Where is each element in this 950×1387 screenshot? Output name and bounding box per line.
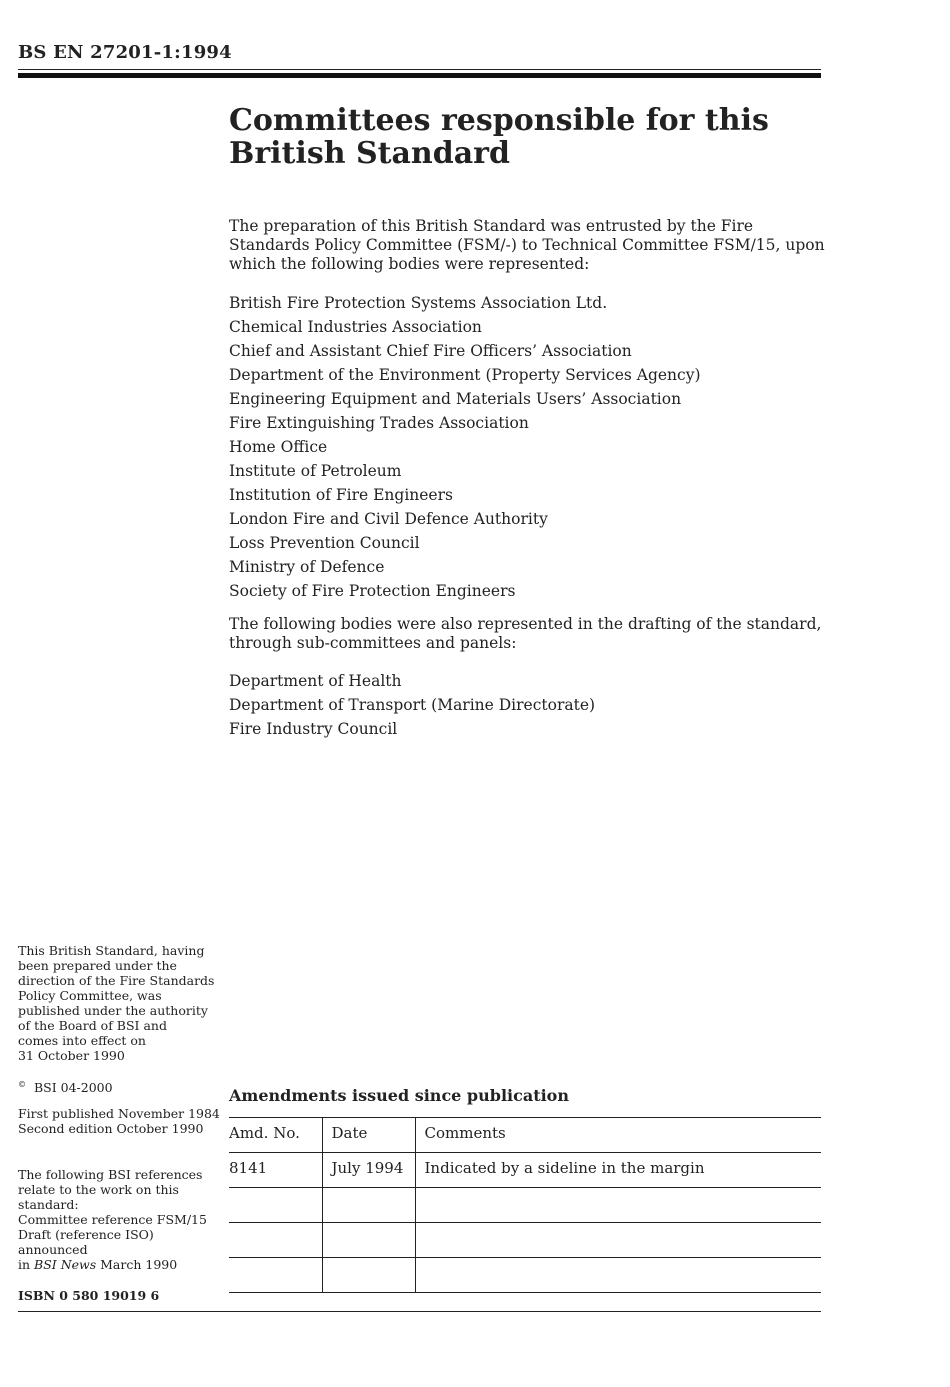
- footer-rule: [18, 1311, 821, 1312]
- amendments-title: Amendments issued since publication: [229, 1086, 569, 1105]
- table-header-row: [229, 1118, 821, 1153]
- also-bodies-list: [229, 669, 829, 741]
- document-code: BS EN 27201-1:1994: [18, 42, 232, 63]
- amendments-table: [229, 1117, 821, 1293]
- list-item: Fire Industry Council: [229, 720, 398, 738]
- cell-comments: [415, 1258, 821, 1293]
- header-date: Date: [322, 1118, 415, 1153]
- cell-amd-no: [229, 1223, 322, 1258]
- intro-paragraph: The preparation of this British Standard was entrusted by the Fire Standards Policy Committee (FSM/-) to Technical Committee FSM/15, upon which the following bodies were represented:: [229, 217, 825, 273]
- reference-line: The following BSI references: [18, 1167, 203, 1182]
- authority-note: [18, 943, 223, 1063]
- cell-amd-no: 8141: [229, 1153, 322, 1188]
- reference-line: standard:: [18, 1197, 79, 1212]
- cell-amd-no: [229, 1188, 322, 1223]
- list-item: Department of Health: [229, 672, 402, 690]
- copyright-note: [18, 1077, 223, 1095]
- authority-line: been prepared under the: [18, 958, 177, 973]
- reference-line: relate to the work on this: [18, 1182, 179, 1197]
- list-item: Institute of Petroleum: [229, 462, 402, 480]
- list-item: London Fire and Civil Defence Authority: [229, 510, 548, 528]
- list-item: British Fire Protection Systems Association Ltd.: [229, 294, 608, 312]
- table-row: [229, 1153, 821, 1188]
- authority-line: of the Board of BSI and: [18, 1018, 167, 1033]
- ref-publication: BSI News: [34, 1257, 97, 1272]
- ref-date: March 1990: [96, 1257, 178, 1272]
- title-line-1: Committees responsible for this: [229, 103, 769, 138]
- list-item: Fire Extinguishing Trades Association: [229, 414, 529, 432]
- cell-amd-no: [229, 1258, 322, 1293]
- header-rule-thin: [18, 69, 821, 70]
- reference-line: Committee reference FSM/15: [18, 1212, 207, 1227]
- reference-line: Draft (reference ISO) announced: [18, 1227, 154, 1257]
- header-comments: Comments: [415, 1118, 821, 1153]
- list-item: Institution of Fire Engineers: [229, 486, 453, 504]
- references-note: [18, 1167, 223, 1272]
- also-intro-paragraph: The following bodies were also represented in the drafting of the standard, through sub-committees and panels:: [229, 615, 822, 652]
- copyright-symbol: ©: [18, 1080, 26, 1089]
- header-rule-thick: [18, 73, 821, 78]
- list-item: Society of Fire Protection Engineers: [229, 582, 516, 600]
- table-row: [229, 1188, 821, 1223]
- committee-section: [229, 217, 829, 741]
- table-row: [229, 1258, 821, 1293]
- bodies-list: [229, 291, 829, 603]
- list-item: Department of Transport (Marine Directorate): [229, 696, 596, 714]
- copyright-text: BSI 04-2000: [33, 1080, 113, 1096]
- list-item: Department of the Environment (Property Services Agency): [229, 366, 701, 384]
- cell-date: [322, 1258, 415, 1293]
- cell-comments: [415, 1223, 821, 1258]
- list-item: Chief and Assistant Chief Fire Officers’ Association: [229, 342, 632, 360]
- edition-line: First published November 1984: [18, 1106, 220, 1121]
- list-item: Engineering Equipment and Materials Users’ Association: [229, 390, 682, 408]
- authority-line: direction of the Fire Standards: [18, 973, 215, 988]
- reference-line: [18, 1257, 223, 1272]
- edition-line: Second edition October 1990: [18, 1121, 204, 1136]
- isbn: ISBN 0 580 19019 6: [18, 1288, 160, 1303]
- cell-date: July 1994: [322, 1153, 415, 1188]
- cell-date: [322, 1223, 415, 1258]
- list-item: Ministry of Defence: [229, 558, 385, 576]
- title-line-2: British Standard: [229, 136, 510, 171]
- list-item: Home Office: [229, 438, 328, 456]
- authority-line: comes into effect on: [18, 1033, 146, 1048]
- cell-comments: Indicated by a sideline in the margin: [415, 1153, 821, 1188]
- page-title: [229, 104, 829, 170]
- authority-line: 31 October 1990: [18, 1048, 125, 1063]
- table-row: [229, 1223, 821, 1258]
- list-item: Chemical Industries Association: [229, 318, 482, 336]
- authority-line: published under the authority: [18, 1003, 208, 1018]
- authority-line: Policy Committee, was: [18, 988, 162, 1003]
- authority-line: This British Standard, having: [18, 943, 205, 958]
- edition-note: [18, 1106, 223, 1136]
- ref-prefix: in: [18, 1257, 35, 1272]
- cell-date: [322, 1188, 415, 1223]
- list-item: Loss Prevention Council: [229, 534, 420, 552]
- cell-comments: [415, 1188, 821, 1223]
- header-amd-no: Amd. No.: [229, 1118, 322, 1153]
